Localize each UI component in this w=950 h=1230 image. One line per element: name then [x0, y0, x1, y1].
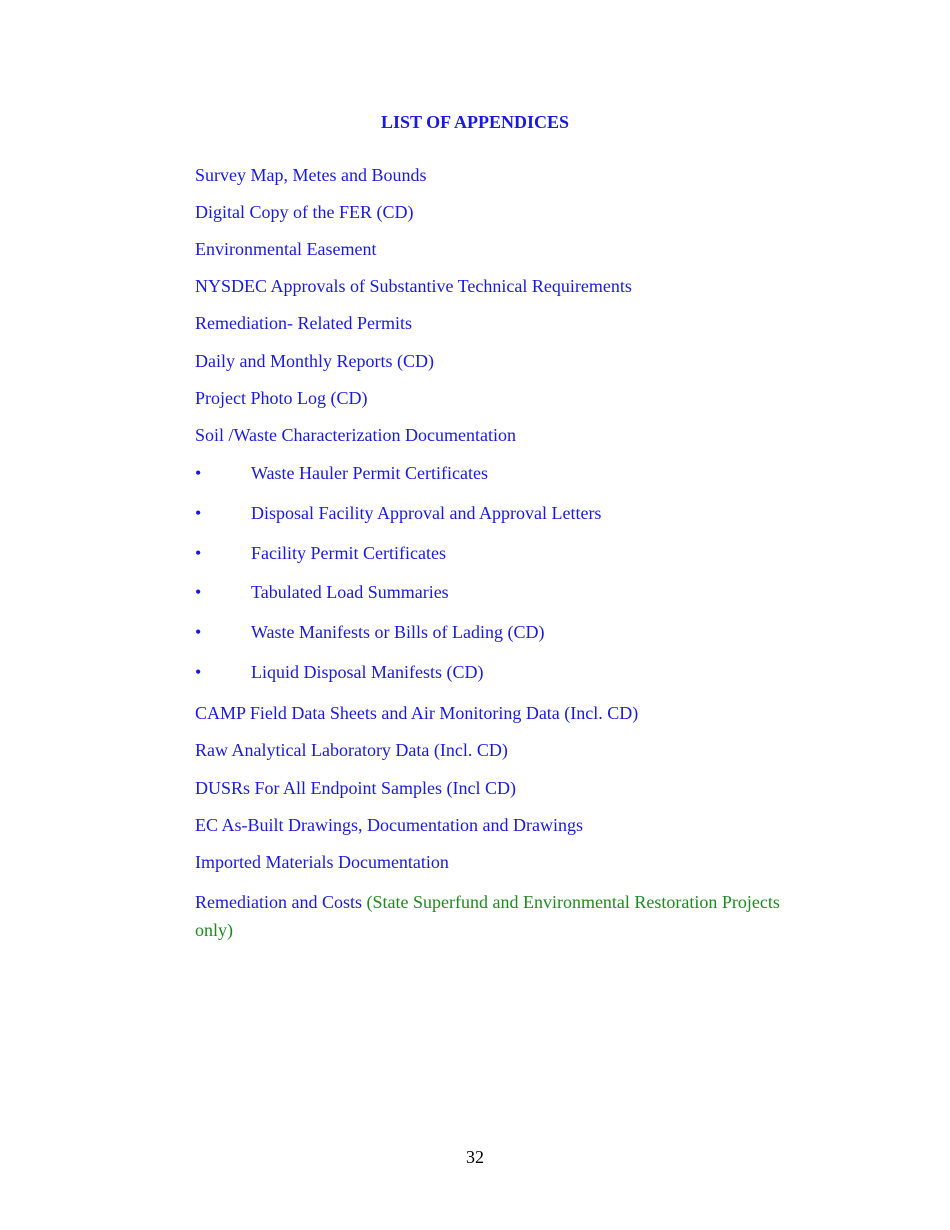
appendix-item: Soil /Waste Characterization Documentation [195, 425, 516, 445]
appendix-item: NYSDEC Approvals of Substantive Technical Requirements [195, 276, 632, 296]
bullet-icon: • [195, 503, 202, 523]
appendix-item: Environmental Easement [195, 239, 377, 259]
appendix-item: Project Photo Log (CD) [195, 388, 368, 408]
sub-item-label: Facility Permit Certificates [251, 543, 446, 563]
page-title: LIST OF APPENDICES [380, 112, 570, 132]
sub-item-label: Waste Hauler Permit Certificates [251, 463, 488, 483]
costs-note: (State Superfund and Environmental Restoration Projects only) [195, 892, 780, 940]
costs-label: Remediation and Costs [195, 892, 362, 912]
bullet-icon: • [195, 622, 202, 642]
sub-item-label: Waste Manifests or Bills of Lading (CD) [251, 622, 545, 642]
bullet-icon: • [195, 662, 202, 682]
appendix-item-costs [195, 888, 815, 944]
bullet-icon: • [195, 463, 202, 483]
appendix-item: DUSRs For All Endpoint Samples (Incl CD) [195, 778, 517, 798]
appendix-item: Daily and Monthly Reports (CD) [195, 351, 434, 371]
appendix-item: CAMP Field Data Sheets and Air Monitoring Data (Incl. CD) [195, 703, 639, 723]
appendix-item: Digital Copy of the FER (CD) [195, 202, 414, 222]
bullet-icon: • [195, 543, 202, 563]
sub-item-label: Disposal Facility Approval and Approval Letters [251, 503, 602, 523]
appendix-item: Raw Analytical Laboratory Data (Incl. CD) [195, 740, 508, 760]
appendix-item: EC As-Built Drawings, Documentation and Drawings [195, 815, 583, 835]
bullet-icon: • [195, 582, 202, 602]
sub-item-label: Liquid Disposal Manifests (CD) [251, 662, 484, 682]
appendix-item: Survey Map, Metes and Bounds [195, 165, 427, 185]
page-number: 32 [466, 1147, 484, 1167]
appendix-item: Remediation- Related Permits [195, 313, 412, 333]
appendix-item: Imported Materials Documentation [195, 852, 449, 872]
sub-item-label: Tabulated Load Summaries [251, 582, 449, 602]
